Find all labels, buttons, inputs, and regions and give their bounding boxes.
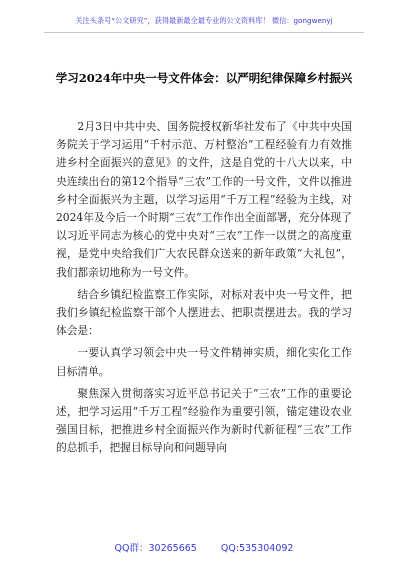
- footer-contact: [0, 540, 408, 554]
- header-divider: [44, 32, 364, 33]
- paragraph: 聚焦深入贯彻落实习近平总书记关于“三农”工作的重要论述，把学习运用“千万工程”经验作为重要引领，锚定建设农业强国目标，把推进乡村全面振兴作为新时代新征程“三农”工作的总抓手，把握目标导向和问题导向: [56, 386, 352, 455]
- paragraph: 一要认真学习领会中央一号文件精神实质，细化实化工作目标清单。: [56, 346, 352, 378]
- document-body: [56, 118, 352, 458]
- paragraph: 2月3日中共中央、国务院授权新华社发布了《中共中央国务院关于学习运用“千村示范、万村整治”工程经验有力有效推进乡村全面振兴的意见》的文件，这是自党的十八大以来，中央连续出台的第12个指导“三农”工作的一号文件，文件以推进乡村全面振兴为主题，以学习运用“千万工程”经验为主线，对2024年及今后一个时期“三农”工作作出全面部署，充分体现了以习近平同志为核心的党中央对“三农”工作一以贯之的高度重视，是党中央给我们广大农民群众送来的新年政策“大礼包”，我们都亲切地称为一号文件。: [56, 120, 352, 279]
- header-banner-text: 关注头条号“公文研究”，获得最新最全最专业的公文资料库！ 微信：gongwenyj: [75, 16, 333, 25]
- document-title: 学习2024年中央一号文件体会：以严明纪律保障乡村振兴: [55, 71, 353, 85]
- paragraph: 结合乡镇纪检监察工作实际，对标对表中央一号文件，把我们乡镇纪检监察干部个人摆进去、把职责摆进去。我的学习体会是：: [56, 287, 352, 338]
- footer-qq-group: QQ群：30265665: [114, 543, 197, 554]
- header-banner: [0, 10, 408, 32]
- footer-qq-number: QQ:535304092: [220, 543, 294, 554]
